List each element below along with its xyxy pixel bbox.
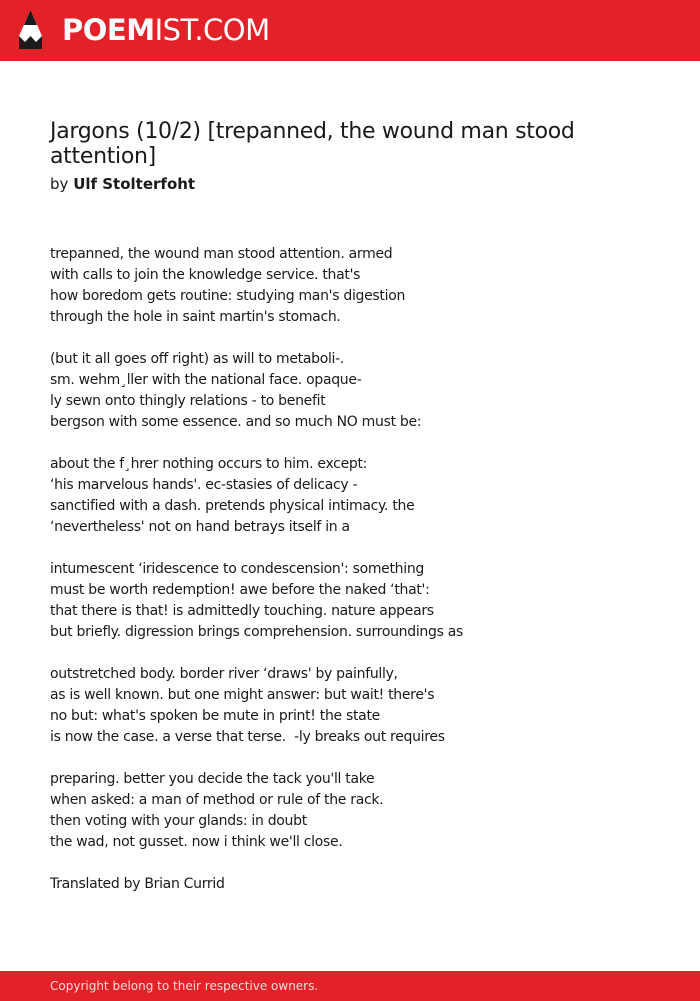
stanza (50, 664, 670, 748)
poem-line: no but: what's spoken be mute in print! the state (50, 708, 380, 724)
poem-line: but briefly. digression brings comprehension. surroundings as (50, 624, 464, 640)
site-footer (0, 971, 700, 1001)
poem-line: trepanned, the wound man stood attention. armed (50, 246, 393, 262)
poem-line: bergson with some essence. and so much NO must be: (50, 414, 422, 430)
poem-line: outstretched body. border river ‘draws' by painfully, (50, 666, 398, 682)
poem-line: about the f¸hrer nothing occurs to him. except: (50, 456, 368, 472)
stanza (50, 349, 670, 433)
poem-line: sm. wehm¸ller with the national face. opaque- (50, 372, 362, 388)
copyright-notice: Copyright belong to their respective owners. (50, 979, 319, 993)
poem-line: ‘his marvelous hands'. ec-stasies of delicacy - (50, 477, 358, 493)
poem-line: must be worth redemption! awe before the naked ‘that': (50, 582, 430, 598)
poem-line: ‘nevertheless' not on hand betrays itself in a (50, 519, 350, 535)
poem-line: (but it all goes off right) as will to metaboli-. (50, 351, 345, 367)
site-logo-link[interactable] (62, 12, 270, 48)
poem-line: the wad, not gusset. now i think we'll close. (50, 834, 343, 850)
poem-line: intumescent ‘iridescence to condescension': something (50, 561, 424, 577)
poem-line: as is well known. but one might answer: but wait! there's (50, 687, 435, 703)
poem-line: is now the case. a verse that terse. -ly breaks out requires (50, 729, 445, 745)
stanza (50, 244, 670, 328)
logo-light-text: IST.COM (154, 13, 270, 47)
poem-line: that there is that! is admittedly touching. nature appears (50, 603, 434, 619)
poem-line: sanctified with a dash. pretends physical intimacy. the (50, 498, 415, 514)
site-header (0, 0, 700, 61)
poem-title: Jargons (10/2) [trepanned, the wound man stood attention] (50, 119, 575, 169)
poem-line: when asked: a man of method or rule of the rack. (50, 792, 384, 808)
poem-line: preparing. better you decide the tack you'll take (50, 771, 375, 787)
stanza (50, 559, 670, 643)
pencil-tip-icon[interactable] (18, 9, 43, 55)
stanza (50, 454, 670, 538)
poem-line: how boredom gets routine: studying man's digestion (50, 288, 406, 304)
poem-line: through the hole in saint martin's stomach. (50, 309, 341, 325)
by-label: by (50, 175, 69, 193)
poem-line: with calls to join the knowledge service. that's (50, 267, 361, 283)
poem-body (50, 244, 670, 895)
poem-line: ly sewn onto thingly relations - to benefit (50, 393, 326, 409)
stanza (50, 769, 670, 853)
logo-bold-text: POEM (62, 13, 155, 47)
byline (50, 174, 195, 194)
translator-credit: Translated by Brian Currid (50, 876, 225, 892)
poem-line: then voting with your glands: in doubt (50, 813, 307, 829)
author-link[interactable]: Ulf Stolterfoht (73, 175, 196, 193)
